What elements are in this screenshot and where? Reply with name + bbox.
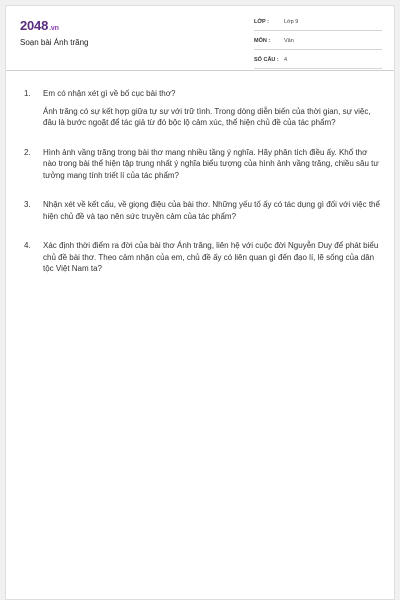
question-text: Em có nhận xét gì về bố cục bài thơ? bbox=[43, 89, 176, 98]
question-item bbox=[20, 147, 380, 182]
meta-label-class: LỚP : bbox=[254, 19, 269, 25]
meta-info bbox=[254, 16, 382, 73]
document-title: Soạn bài Ánh trăng bbox=[20, 38, 89, 47]
question-item bbox=[20, 199, 380, 222]
meta-value-subject: Văn bbox=[284, 38, 294, 44]
question-item bbox=[20, 240, 380, 275]
logo-main: 2048 bbox=[20, 18, 49, 33]
site-logo[interactable] bbox=[20, 18, 59, 33]
question-text: Hình ảnh vầng trăng trong bài thơ mang nhiều tầng ý nghĩa. Hãy phân tích điều ấy. Khổ thơ nào trong bài thể hiện tập trung nhất ý nghĩa biểu tượng của hình ảnh vầng trăng, chiều sâu tư tưởng mang tính triết lí của tác phẩm? bbox=[43, 147, 379, 180]
meta-value-class: Lớp 9 bbox=[284, 19, 299, 25]
worksheet-header bbox=[6, 6, 394, 71]
meta-row-count bbox=[254, 54, 382, 69]
question-text: Nhận xét về kết cấu, về giọng điệu của bài thơ. Những yếu tố ấy có tác dụng gì đối với việc thể hiện chủ đề và tạo nên sức truyền cảm của tác phẩm? bbox=[43, 200, 380, 221]
question-subtext: Ánh trăng có sự kết hợp giữa tự sự với trữ tình. Trong dòng diễn biến của thời gian, sự việc, đâu là bước ngoặt để tác giả từ đó bộc lộ cảm xúc, thể hiện chủ đề của tác phẩm? bbox=[43, 106, 371, 127]
question-number: 1. bbox=[24, 89, 31, 98]
meta-row-subject bbox=[254, 35, 382, 50]
question-number: 4. bbox=[24, 241, 31, 250]
meta-label-count: SỐ CÂU : bbox=[254, 57, 279, 63]
question-number: 2. bbox=[24, 147, 31, 157]
question-item bbox=[20, 88, 380, 129]
worksheet-page bbox=[5, 5, 395, 600]
question-number: 3. bbox=[24, 200, 31, 209]
meta-value-count: 4 bbox=[284, 57, 288, 63]
question-list bbox=[20, 88, 380, 293]
logo-tld: .vn bbox=[49, 25, 59, 32]
meta-label-subject: MÔN : bbox=[254, 38, 271, 44]
meta-row-class bbox=[254, 16, 382, 31]
question-text: Xác định thời điểm ra đời của bài thơ Ánh trăng, liên hệ với cuộc đời Nguyễn Duy để phát biểu chủ đề bài thơ. Theo cảm nhận của em, chủ đề ấy có liên quan gì đến đạo lí, lẽ sống của dân tộc Việt Nam ta? bbox=[43, 241, 379, 273]
